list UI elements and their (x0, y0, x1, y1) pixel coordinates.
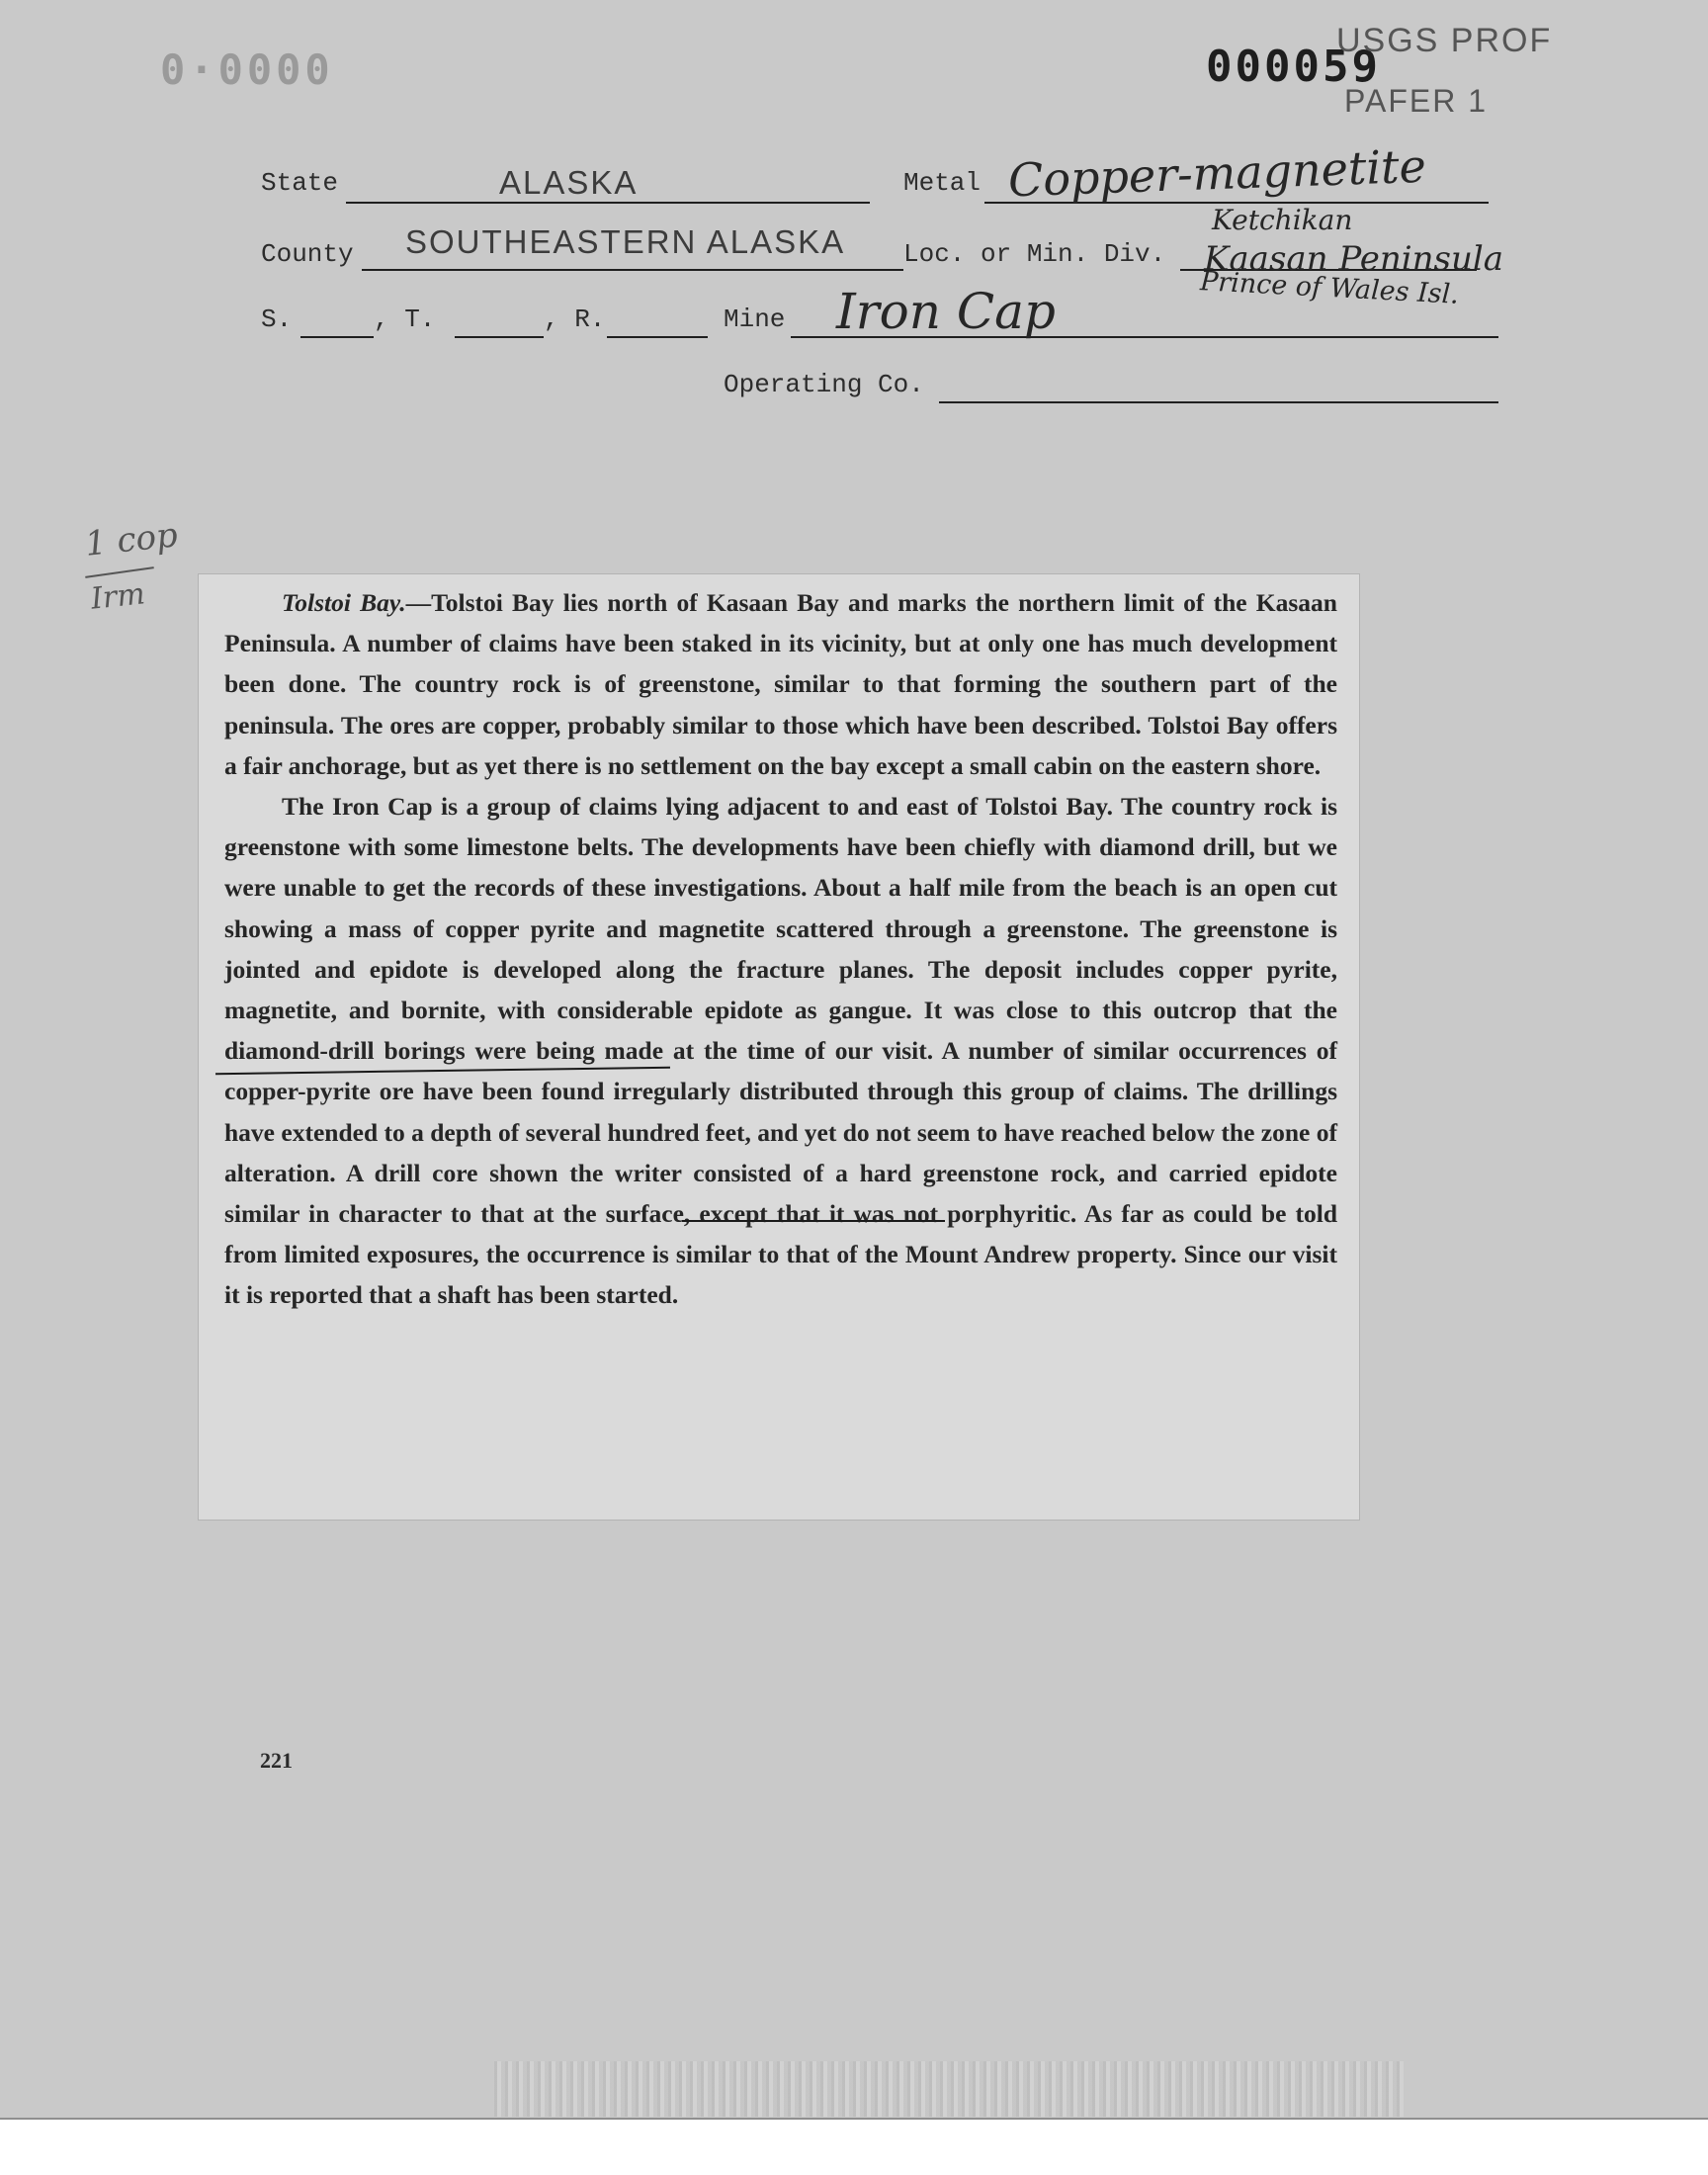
t-label: , T. (374, 304, 436, 334)
state-label: State (261, 168, 339, 198)
pasted-clipping (198, 573, 1360, 1521)
s-label: S. (261, 304, 293, 334)
state-value: ALASKA (499, 164, 639, 201)
r-label: , R. (544, 304, 606, 334)
state-rule (346, 202, 870, 204)
source-stamp-line2: PAFER 1 (1344, 83, 1488, 119)
loc-value-line2: Kaasan Peninsula (1204, 239, 1503, 279)
county-rule (362, 269, 903, 271)
source-stamp-line1: USGS PROF (1336, 22, 1553, 59)
mine-value-handwritten: Iron Cap (836, 283, 1056, 340)
metal-value-handwritten: Copper-magnetite (1007, 138, 1427, 208)
loc-value-line3: Prince of Wales Isl. (1199, 266, 1460, 310)
metal-label: Metal (903, 168, 982, 198)
clipping-paragraph-2 (199, 786, 1359, 1316)
loc-label: Loc. or Min. Div. (903, 239, 1166, 269)
faint-stamp-number: 0·0000 (160, 45, 334, 94)
margin-note-line1: 1 cop (83, 515, 180, 565)
margin-note-line2: Irm (89, 576, 147, 617)
operating-co-rule (939, 401, 1498, 403)
loc-value-line1: Ketchikan (1212, 204, 1353, 236)
clipping-section-title: Tolstoi Bay. (282, 588, 406, 617)
pencil-underline-2 (682, 1220, 945, 1222)
r-rule (607, 336, 708, 338)
scan-edge-strip (494, 2061, 1404, 2117)
clipping-paragraph-2-text: The Iron Cap is a group of claims lying adjacent to and east of Tolstoi Bay. The country rock is greenstone with some limestone belts. The developments have been chiefly with diamond drill, but we were unable to get the records of these investigations. About a half mile from the beach is an open cut showing a mass of copper pyrite and magnetite scattered through a greenstone. The greenstone is jointed and epidote is developed along the fracture planes. The deposit includes copper pyrite, magnetite, and bornite, with considerable epidote as gangue. It was close to this outcrop that the diamond-drill borings were being made at the time of our visit. A number of similar occurrences of copper-pyrite ore have been found irregularly distributed through this group of claims. The drillings have extended to a depth of several hundred feet, and yet do not seem to have reached below the zone of alteration. A drill core shown the writer consisted of a hard greenstone rock, and carried epidote similar in character to that at the surface, except that it was not porphyritic. As far as could be told from limited exposures, the occurrence is similar to that of the Mount Andrew property. Since our visit it is reported that a shaft has been started. (224, 792, 1337, 1310)
operating-co-label: Operating Co. (724, 370, 924, 399)
document-number: 000059 (1206, 42, 1381, 92)
county-label: County (261, 239, 354, 269)
t-rule (455, 336, 544, 338)
mine-label: Mine (724, 304, 786, 334)
margin-note-rule (85, 566, 154, 578)
clipping-paragraph-1-text: —Tolstoi Bay lies north of Kasaan Bay and marks the northern limit of the Kasaan Peninsula. A number of claims have been staked in its vicinity, but at only one has much development been done. The country rock is of greenstone, similar to that forming the southern part of the peninsula. The ores are copper, probably similar to those which have been described. Tolstoi Bay offers a fair anchorage, but as yet there is no settlement on the bay except a small cabin on the eastern shore. (224, 588, 1337, 780)
clipping-paragraph-1 (199, 582, 1359, 786)
s-rule (300, 336, 374, 338)
county-value: SOUTHEASTERN ALASKA (405, 223, 846, 260)
page-number: 221 (260, 1748, 293, 1773)
